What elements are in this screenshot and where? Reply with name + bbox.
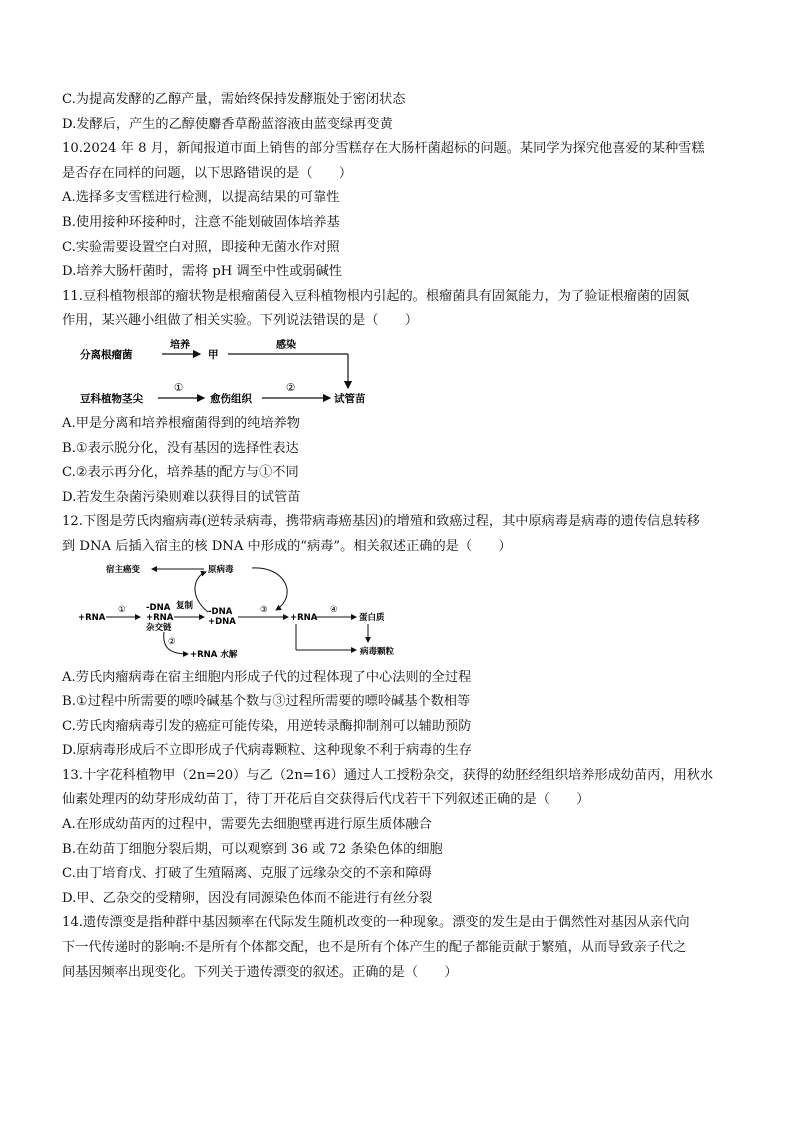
q10-stem-line1: 10.2024 年 8 月，新闻报道市面上销售的部分雪糕存在大肠杆菌超标的问题。某同学为探究他喜爱的某种雪糕 <box>62 141 705 157</box>
q12-option-b: B.①过程中所需要的嘌呤碱基个数与③过程所需要的嘌呤碱基个数相等 <box>62 694 471 710</box>
q12-arc-dna-to-provirus <box>195 572 208 612</box>
q11-diagram <box>78 336 378 408</box>
q11-option-d: D.若发生杂菌污染则难以获得目的试管苗 <box>62 489 301 505</box>
q12-node-minus-dna-1: -DNA <box>146 602 171 613</box>
q14-stem-line1: 14.遗传漂变是指种群中基因频率在代际发生随机改变的一种现象。漂变的发生是由于偶然性对基因从亲代向 <box>62 915 690 931</box>
q13-option-b: B.在幼苗丁细胞分裂后期，可以观察到 36 或 72 条染色体的细胞 <box>62 841 443 857</box>
q11-stem-line1: 11.豆科植物根部的瘤状物是根瘤菌侵入豆科植物根内引起的。根瘤菌具有固氮能力，为了验证根瘤菌的固氮 <box>62 288 690 304</box>
q13-stem-line2: 仙素处理丙的幼芽形成幼苗丁，待丁开花后自交获得后代戊若干下列叙述正确的是（ ） <box>62 792 590 808</box>
q12-label-step1: ① <box>118 604 126 615</box>
q12-node-host-cancer: 宿主癌变 <box>106 564 141 575</box>
q12-stem-line2: 到 DNA 后插入宿主的核 DNA 中形成的“病毒”。相关叙述正确的是（ ） <box>62 538 512 554</box>
q13-option-a: A.在形成幼苗丙的过程中，需要先去细胞壁再进行原生质体融合 <box>62 817 432 833</box>
q12-stem-line1: 12.下图是劳氏肉瘤病毒(逆转录病毒，携带病毒癌基因)的增殖和致癌过程，其中原病毒是病毒的遗传信息转移 <box>62 514 700 530</box>
q12-label-step2: ② <box>168 636 176 647</box>
q12-node-plus-rna-2: +RNA <box>146 612 174 623</box>
exam-page <box>62 88 742 985</box>
q11-label-culture: 培养 <box>170 339 190 351</box>
q11-flow-diagram <box>78 336 378 408</box>
q11-node-stem-tip: 豆科植物茎尖 <box>80 392 143 405</box>
option-d-prev: D.发酵后，产生的乙醇使麝香草酚蓝溶液由蓝变绿再变黄 <box>62 116 393 132</box>
q12-option-d: D.原病毒形成后不立即形成子代病毒颗粒、这种现象不利于病毒的生存 <box>62 743 472 759</box>
q14-stem-line2: 下一代传递时的影响:不是所有个体都交配，也不是所有个体产生的配子都能贡献于繁殖，从而导致亲子代之 <box>62 940 687 956</box>
q11-node-seedling: 试管苗 <box>334 392 366 405</box>
q11-stem-line2: 作用，某兴趣小组做了相关实验。下列说法错误的是（ ） <box>62 313 419 329</box>
q13-stem-line1: 13.十字花科植物甲（2n=20）与乙（2n=16）通过人工授粉杂交，获得的幼胚经组织培养形成幼苗丙，用秋水 <box>62 767 714 783</box>
q12-diagram <box>76 562 406 662</box>
q12-node-provirus: 原病毒 <box>208 564 234 575</box>
q12-label-step3: ③ <box>260 604 268 615</box>
q10-option-c: C.实验需要设置空白对照，即接种无菌水作对照 <box>62 239 340 255</box>
q12-node-hybrid: 杂交链 <box>146 622 172 633</box>
q12-label-step4: ④ <box>330 604 338 615</box>
q11-option-c: C.②表示再分化，培养基的配方与①不同 <box>62 465 299 481</box>
q11-node-jia: 甲 <box>208 348 219 361</box>
q10-stem-line2: 是否存在同样的问题，以下思路错误的是（ ） <box>62 165 353 181</box>
q10-option-a: A.选择多支雪糕进行检测，以提高结果的可靠性 <box>62 190 340 206</box>
q12-node-plus-rna-1: +RNA <box>78 612 106 623</box>
q11-label-step1: ① <box>174 381 184 394</box>
q12-label-replicate: 复制 <box>176 600 194 611</box>
q12-node-minus-dna-2: -DNA <box>208 606 233 617</box>
q13-option-d: D.甲、乙杂交的受精卵，因没有同源染色体而不能进行有丝分裂 <box>62 890 433 906</box>
q12-virus-cycle-diagram <box>76 562 406 662</box>
q11-node-isolate: 分离根瘤菌 <box>80 348 133 361</box>
q12-node-plus-dna: +DNA <box>208 616 236 627</box>
q12-node-protein: 蛋白质 <box>359 612 385 623</box>
q10-option-d: D.培养大肠杆菌时，需将 pH 调至中性或弱碱性 <box>62 264 342 280</box>
q11-node-callus: 愈伤组织 <box>210 392 252 405</box>
q12-arc-provirus-to-dna <box>252 567 287 609</box>
q12-node-virion: 病毒颗粒 <box>360 646 395 657</box>
q13-option-c: C.由丁培育戊、打破了生殖隔离、克服了远缘杂交的不亲和障碍 <box>62 866 432 882</box>
q11-option-b: B.①表示脱分化，没有基因的选择性表达 <box>62 440 299 456</box>
q12-option-c: C.劳氏肉瘤病毒引发的癌症可能传染，用逆转录酶抑制剂可以辅助预防 <box>62 718 472 734</box>
q14-stem-line3: 间基因频率出现变化。下列关于遗传漂变的叙述。正确的是（ ） <box>62 964 458 980</box>
q11-option-a: A.甲是分离和培养根瘤菌得到的纯培养物 <box>62 415 300 431</box>
q10-option-b: B.使用接种环接种时，注意不能划破固体培养基 <box>62 214 340 230</box>
q12-node-plus-rna-3: +RNA <box>290 612 318 623</box>
q12-option-a: A.劳氏肉瘤病毒在宿主细胞内形成子代的过程体现了中心法则的全过程 <box>62 669 472 685</box>
q12-node-rna-hydrolysis: +RNA 水解 <box>190 649 238 660</box>
q11-label-infect: 感染 <box>276 339 296 351</box>
option-c-prev: C.为提高发酵的乙醇产量，需始终保持发酵瓶处于密闭状态 <box>62 92 406 107</box>
q11-label-step2: ② <box>286 381 296 394</box>
